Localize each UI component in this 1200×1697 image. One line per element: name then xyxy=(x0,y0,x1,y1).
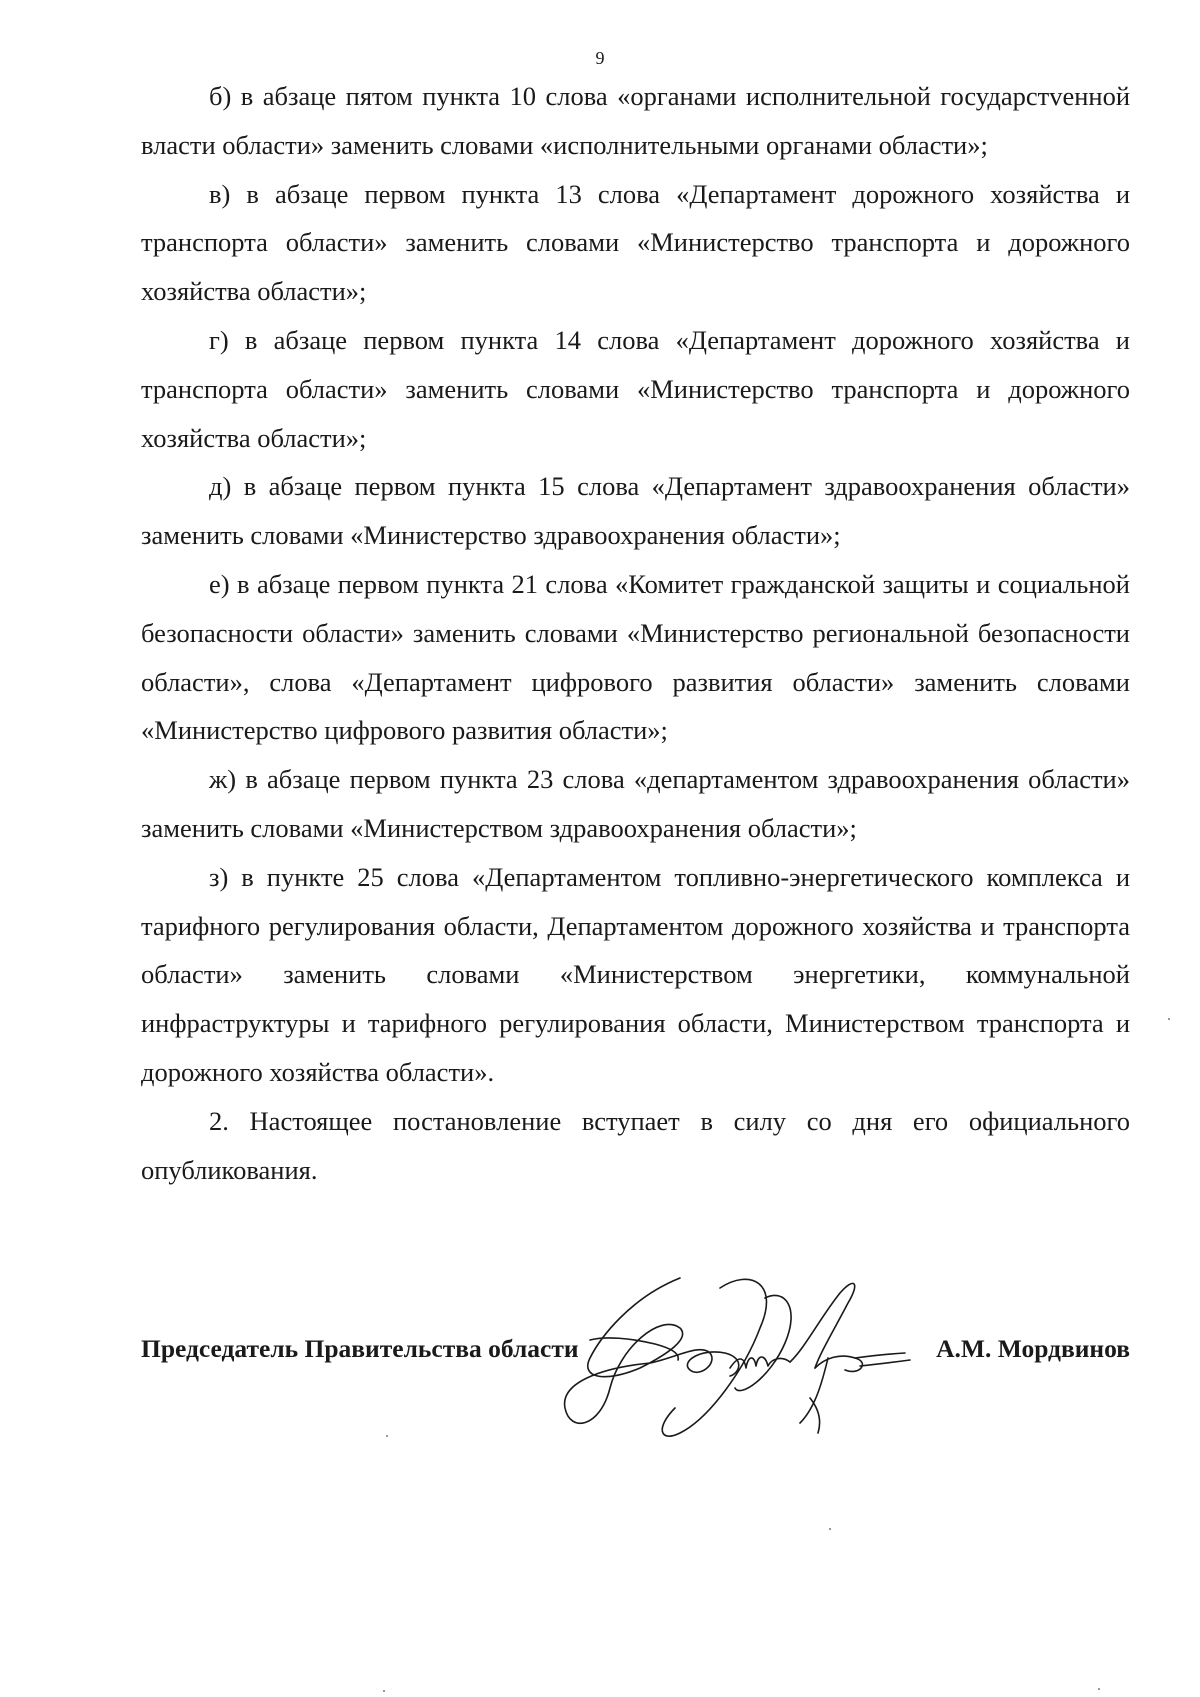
paragraph-g: г) в абзаце первом пункта 14 слова «Департамент дорожного хозяйства и транспорта области» заменить словами «Министерство транспорта и дорожного хозяйства области»; xyxy=(141,324,1130,453)
signatory-title: Председатель Правительства области xyxy=(141,1334,579,1363)
scan-speck xyxy=(1098,1688,1100,1690)
page-number: 9 xyxy=(595,48,605,68)
paragraph-d: д) в абзаце первом пункта 15 слова «Департамент здравоохранения области» заменить словами «Министерство здравоохранения области»; xyxy=(141,471,1130,551)
document-body xyxy=(141,72,1130,1194)
paragraph-zh: ж) в абзаце первом пункта 23 слова «департаментом здравоохранения области» заменить словами «Министерством здравоохранения области»; xyxy=(141,764,1130,843)
paragraph-e: е) в абзаце первом пункта 21 слова «Комитет гражданской защиты и социальной безопасности области» заменить словами «Министерство региональной безопасности области», слова «Департамент цифрового развития области» заменить словами «Министерство цифрового развития области»; xyxy=(141,568,1130,746)
scan-speck xyxy=(1168,1018,1170,1020)
paragraph-effective-date: 2. Настоящее постановление вступает в силу со дня его официального опубликования. xyxy=(141,1105,1130,1185)
scan-speck xyxy=(386,1435,388,1437)
scan-speck xyxy=(829,1528,831,1530)
signatory-name: А.М. Мордвинов xyxy=(936,1334,1130,1363)
scan-speck xyxy=(383,1690,385,1692)
paragraph-z: з) в пункте 25 слова «Департаментом топливно-энергетического комплекса и тарифного регулирования области, Департаментом дорожного хозяйства и транспорта области» заменить словами «Министерством энергетики, коммунальной инфраструктуры и тарифного регулирования области, Министерством транспорта и дорожного хозяйства области». xyxy=(141,861,1130,1087)
paragraph-v: в) в абзаце первом пункта 13 слова «Департамент дорожного хозяйства и транспорта области» заменить словами «Министерство транспорта и дорожного хозяйства области»; xyxy=(141,178,1130,307)
paragraph-b: б) в абзаце пятом пункта 10 слова «органами исполнительной государстvенной власти области» заменить словами «исполнительными органами области»; xyxy=(141,81,1130,160)
handwritten-signature xyxy=(560,1258,960,1468)
